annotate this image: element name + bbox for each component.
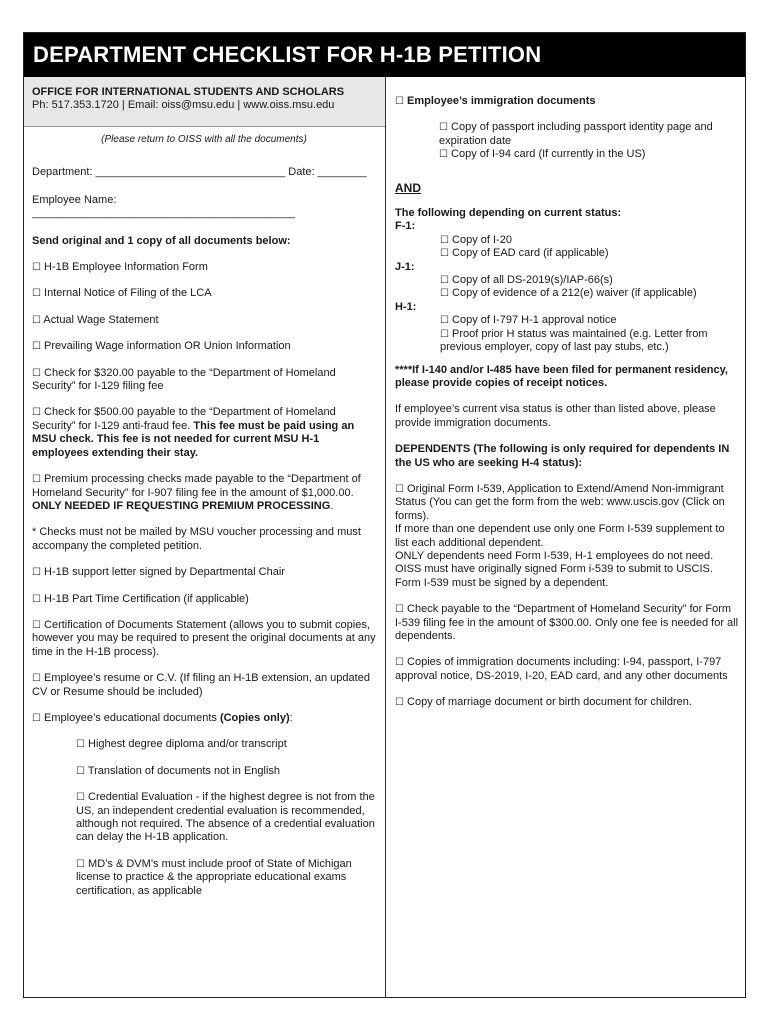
checklist-item[interactable]: ☐ Check for $320.00 payable to the “Department of Homeland Security” for I-129 filing fee xyxy=(32,366,336,393)
i140-note: ****If I-140 and/or I-485 have been filed for permanent residency, please provide copies of receipt notices. xyxy=(395,363,728,389)
sub-item[interactable]: ☐ Copy of EAD card (if applicable) xyxy=(440,247,609,260)
sub-item[interactable]: ☐ Copy of I-20 xyxy=(440,233,512,246)
checkbox-icon[interactable]: ☐ xyxy=(76,858,85,870)
checkbox-icon[interactable]: ☐ xyxy=(32,341,41,353)
checkbox-icon[interactable]: ☐ xyxy=(440,288,449,300)
checkbox-icon[interactable]: ☐ xyxy=(395,657,404,669)
checkbox-icon[interactable]: ☐ xyxy=(440,234,449,246)
sub-item[interactable]: ☐ Copy of passport including passport identity page and expiration date xyxy=(439,121,713,147)
checkbox-icon[interactable]: ☐ xyxy=(395,96,404,107)
checkbox-icon[interactable]: ☐ xyxy=(440,328,449,340)
checkbox-icon[interactable]: ☐ xyxy=(32,593,41,605)
i539-note: ONLY dependents need Form I-539, H-1 employees do not need. OISS must have originally signed Form i-539 to submit to USCIS. xyxy=(395,549,714,576)
checklist-item[interactable]: ☐ H-1B Employee Information Form xyxy=(32,261,208,274)
checkbox-icon[interactable]: ☐ xyxy=(32,567,41,579)
left-column xyxy=(32,133,376,898)
sub-item[interactable]: ☐ Copy of all DS-2019(s)/IAP-66(s) xyxy=(440,274,613,287)
checkbox-icon[interactable]: ☐ xyxy=(76,739,85,751)
office-name: OFFICE FOR INTERNATIONAL STUDENTS AND SCHOLARS xyxy=(32,86,345,98)
checkbox-icon[interactable]: ☐ xyxy=(32,314,41,326)
dependents-heading: DEPENDENTS (The following is only required for dependents IN the US who are seeking H-4 status): xyxy=(395,443,730,469)
sub-item[interactable]: ☐ Highest degree diploma and/or transcript xyxy=(76,738,287,751)
checkbox-icon[interactable]: ☐ xyxy=(395,697,404,709)
column-divider xyxy=(385,77,386,998)
office-contact: Ph: 517.353.1720 | Email: oiss@msu.edu | www.oiss.msu.edu xyxy=(32,99,335,111)
and-label: AND xyxy=(395,180,421,195)
checks-note: * Checks must not be mailed by MSU voucher processing and must accompany the completed petition. xyxy=(32,526,361,552)
right-column xyxy=(395,95,740,710)
checklist-item[interactable]: ☐ H-1B Part Time Certification (if applicable) xyxy=(32,592,249,605)
checkbox-icon[interactable]: ☐ xyxy=(32,288,41,300)
f1-label: F-1: xyxy=(395,220,416,233)
checkbox-icon[interactable]: ☐ xyxy=(439,149,448,161)
checklist-item[interactable]: ☐ Check payable to the “Department of Homeland Security” for Form I-539 filing fee in the amount of $300.00. Only one fee is needed for all dependents. xyxy=(395,603,739,642)
checklist-item[interactable]: ☐ Copies of immigration documents including: I-94, passport, I-797 approval notice, DS-2019, I-20, EAD card, and any other documents xyxy=(395,656,728,682)
department-field[interactable]: Department: _______________________________ Date: ________ xyxy=(32,166,367,179)
sub-item[interactable]: ☐ Copy of I-797 H-1 approval notice xyxy=(440,314,617,327)
checklist-item[interactable]: ☐ Employee’s resume or C.V. (If filing an H-1B extension, an updated CV or Resume should be included) xyxy=(32,672,370,698)
j1-label: J-1: xyxy=(395,260,415,273)
checkbox-icon[interactable]: ☐ xyxy=(32,407,41,419)
checklist-item-antifraud[interactable]: ☐ Check for $500.00 payable to the “Department of Homeland Security” for I-129 anti-fraud fee. This fee must be paid using an MSU check. This fee is not needed for current MSU H-1 employees extending their stay. xyxy=(32,406,355,459)
h1-label: H-1: xyxy=(395,300,417,313)
sub-item[interactable]: ☐ Translation of documents not in English xyxy=(76,764,281,777)
checklist-item[interactable]: ☐ Internal Notice of Filing of the LCA xyxy=(32,287,212,300)
return-note: (Please return to OISS with all the documents) xyxy=(101,134,307,145)
i539-note: Form I-539 must be signed by a dependent. xyxy=(395,576,609,589)
checkbox-icon[interactable]: ☐ xyxy=(76,765,85,777)
checkbox-icon[interactable]: ☐ xyxy=(32,262,41,274)
checkbox-icon[interactable]: ☐ xyxy=(32,474,41,486)
send-heading: Send original and 1 copy of all documents below: xyxy=(32,234,291,247)
checkbox-icon[interactable]: ☐ xyxy=(440,315,449,327)
checklist-item[interactable]: ☐ Actual Wage Statement xyxy=(32,313,159,326)
checkbox-icon[interactable]: ☐ xyxy=(439,122,448,134)
checklist-item-i539[interactable]: ☐ Original Form I-539, Application to Extend/Amend Non-immigrant Status (You can get the form from the web: www.uscis.gov (Click on forms). xyxy=(395,482,725,522)
sub-item[interactable]: ☐ Copy of evidence of a 212(e) waiver (if applicable) xyxy=(440,287,697,300)
sub-item[interactable]: ☐ MD’s & DVM’s must include proof of State of Michigan license to practice & the appropriate educational exams certification, as applicable xyxy=(76,857,352,897)
checklist-frame xyxy=(23,32,746,998)
checkbox-icon[interactable]: ☐ xyxy=(76,792,85,804)
checklist-item[interactable]: ☐ H-1B support letter signed by Departmental Chair xyxy=(32,566,285,579)
checkbox-icon[interactable]: ☐ xyxy=(440,275,449,287)
immigration-heading[interactable]: ☐ Employee’s immigration documents xyxy=(395,95,596,107)
checklist-item-education[interactable]: ☐ Employee’s educational documents (Copies only): xyxy=(32,711,293,724)
checklist-item[interactable]: ☐ Certification of Documents Statement (allows you to submit copies, however you may be required to present the original documents at any time in the H-1B process). xyxy=(32,618,376,658)
sub-item[interactable]: ☐ Copy of I-94 card (If currently in the US) xyxy=(439,148,646,161)
employee-name-field[interactable]: Employee Name: ___________________________________________ xyxy=(32,193,296,220)
checklist-item-premium[interactable]: ☐ Premium processing checks made payable to the “Department of Homeland Security” for I-907 filing fee in the amount of $1,000.00. ONLY NEEDED IF REQUESTING PREMIUM PROCESSING. xyxy=(32,473,361,512)
checkbox-icon[interactable]: ☐ xyxy=(395,604,404,616)
checkbox-icon[interactable]: ☐ xyxy=(32,673,41,685)
checkbox-icon[interactable]: ☐ xyxy=(32,712,41,724)
checkbox-icon[interactable]: ☐ xyxy=(395,483,404,495)
checklist-item[interactable]: ☐ Copy of marriage document or birth document for children. xyxy=(395,696,692,709)
page-title: DEPARTMENT CHECKLIST FOR H-1B PETITION xyxy=(24,33,745,77)
i539-note: If more than one dependent use only one Form I-539 supplement to list each additional dependent. xyxy=(395,523,725,549)
sub-item[interactable]: ☐ Proof prior H status was maintained (e.g. Letter from previous employer, copy of last pay stubs, etc.) xyxy=(440,327,708,354)
checkbox-icon[interactable]: ☐ xyxy=(440,248,449,260)
sub-item[interactable]: ☐ Credential Evaluation - if the highest degree is not from the US, an independent credential evaluation is recommended, although not required. The absence of a credential evaluation can delay the H-1B application. xyxy=(76,791,375,844)
status-heading: The following depending on current status: xyxy=(395,207,622,220)
checkbox-icon[interactable]: ☐ xyxy=(32,619,41,631)
checkbox-icon[interactable]: ☐ xyxy=(32,367,41,379)
checklist-item[interactable]: ☐ Prevailing Wage information OR Union Information xyxy=(32,340,291,353)
office-header xyxy=(24,77,386,127)
other-status-note: If employee’s current visa status is other than listed above, please provide immigration documents. xyxy=(395,403,716,429)
